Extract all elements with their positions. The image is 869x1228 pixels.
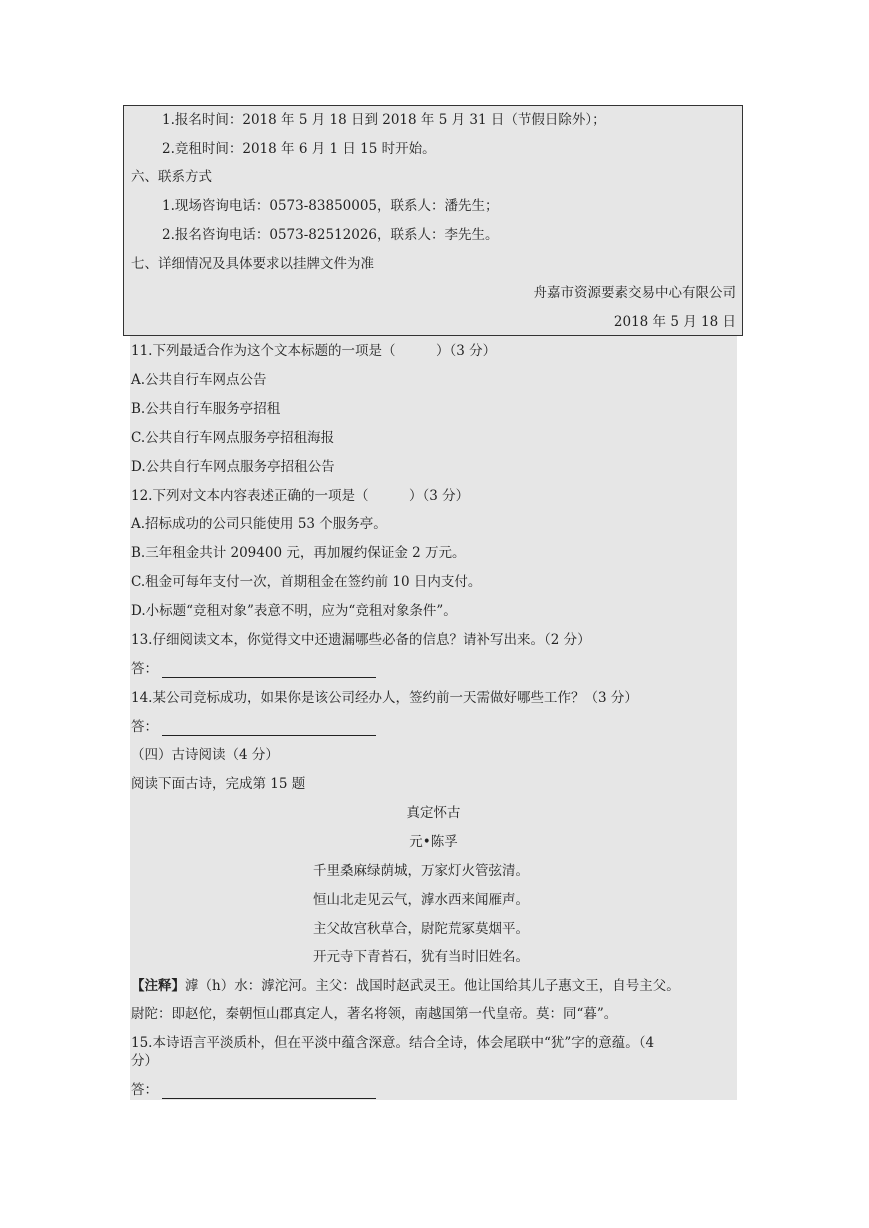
question-14-answer: [131, 718, 376, 736]
question-12-stem: 12.下列对文本内容表述正确的一项是（ ）（3 分）: [131, 488, 470, 504]
question-11-option-a: A.公共自行车网点公告: [131, 372, 267, 388]
annotation-label: 【注释】: [131, 978, 185, 994]
question-11-option-b: B.公共自行车服务亭招租: [131, 401, 281, 417]
registration-time: 1.报名时间：2018 年 5 月 18 日到 2018 年 5 月 31 日（节假日除外）；: [162, 112, 606, 128]
question-15-stem-continued: 分）: [131, 1053, 158, 1069]
question-15-answer: [131, 1081, 376, 1099]
poem-title: 真定怀古: [406, 805, 461, 821]
section-4-title: （四）古诗阅读（4 分）: [131, 747, 279, 763]
question-15-stem: 15.本诗语言平淡质朴，但在平淡中蕴含深意。结合全诗，体会尾联中“犹”字的意蕴。（4: [131, 1035, 655, 1051]
answer-blank[interactable]: [162, 1083, 376, 1099]
question-13-answer: [131, 660, 376, 678]
annotation-line-2: 尉陀：即赵佗，秦朝恒山郡真定人，著名将领，南越国第一代皇帝。莫：同“暮”。: [131, 1006, 618, 1022]
question-12-option-a: A.招标成功的公司只能使用 53 个服务亭。: [131, 516, 387, 532]
question-11-option-c: C.公共自行车网点服务亭招租海报: [131, 430, 335, 446]
question-11-option-d: D.公共自行车网点服务亭招租公告: [131, 459, 335, 475]
annotation-text-1: 滹（h）水：滹沱河。主父：战国时赵武灵王。他让国给其儿子惠文王，自号主父。: [185, 978, 680, 994]
contact-line-2: 2.报名咨询电话：0573-82512026，联系人：李先生。: [162, 227, 499, 243]
poem-line-3: 主父故宫秋草合，尉陀荒冢莫烟平。: [313, 921, 529, 937]
answer-blank[interactable]: [162, 720, 376, 736]
poem-line-2: 恒山北走见云气，滹水西来闻雁声。: [313, 892, 529, 908]
question-13-stem: 13.仔细阅读文本，你觉得文中还遗漏哪些必备的信息？请补写出来。（2 分）: [131, 632, 591, 648]
section-6-title: 六、联系方式: [131, 169, 212, 185]
answer-label: 答：: [131, 661, 158, 677]
bidding-time: 2.竞租时间：2018 年 6 月 1 日 15 时开始。: [162, 141, 436, 157]
answer-blank[interactable]: [162, 662, 376, 678]
poem-author: 元•陈孚: [409, 834, 458, 850]
annotation-line-1: [131, 977, 680, 995]
question-12-option-b: B.三年租金共计 209400 元，再加履约保证金 2 万元。: [131, 545, 466, 561]
section-7-title: 七、详细情况及具体要求以挂牌文件为准: [131, 256, 374, 272]
question-11-stem: 11.下列最适合作为这个文本标题的一项是（ ）（3 分）: [131, 343, 497, 359]
question-12-option-d: D.小标题“竞租对象”表意不明，应为“竞租对象条件”。: [131, 603, 457, 619]
poem-instruction: 阅读下面古诗，完成第 15 题: [131, 776, 306, 792]
poem-line-4: 开元寺下青苔石，犹有当时旧姓名。: [313, 949, 529, 965]
issue-date: 2018 年 5 月 18 日: [613, 314, 736, 330]
contact-line-1: 1.现场咨询电话：0573-83850005，联系人：潘先生；: [162, 198, 499, 214]
answer-label: 答：: [131, 719, 158, 735]
question-14-stem: 14.某公司竞标成功，如果你是该公司经办人，签约前一天需做好哪些工作？（3 分）: [131, 690, 638, 706]
answer-label: 答：: [131, 1082, 158, 1098]
poem-line-1: 千里桑麻绿荫城，万家灯火管弦清。: [313, 863, 529, 879]
issuing-organization: 舟嘉市资源要素交易中心有限公司: [533, 285, 736, 301]
question-12-option-c: C.租金可每年支付一次，首期租金在签约前 10 日内支付。: [131, 574, 482, 590]
